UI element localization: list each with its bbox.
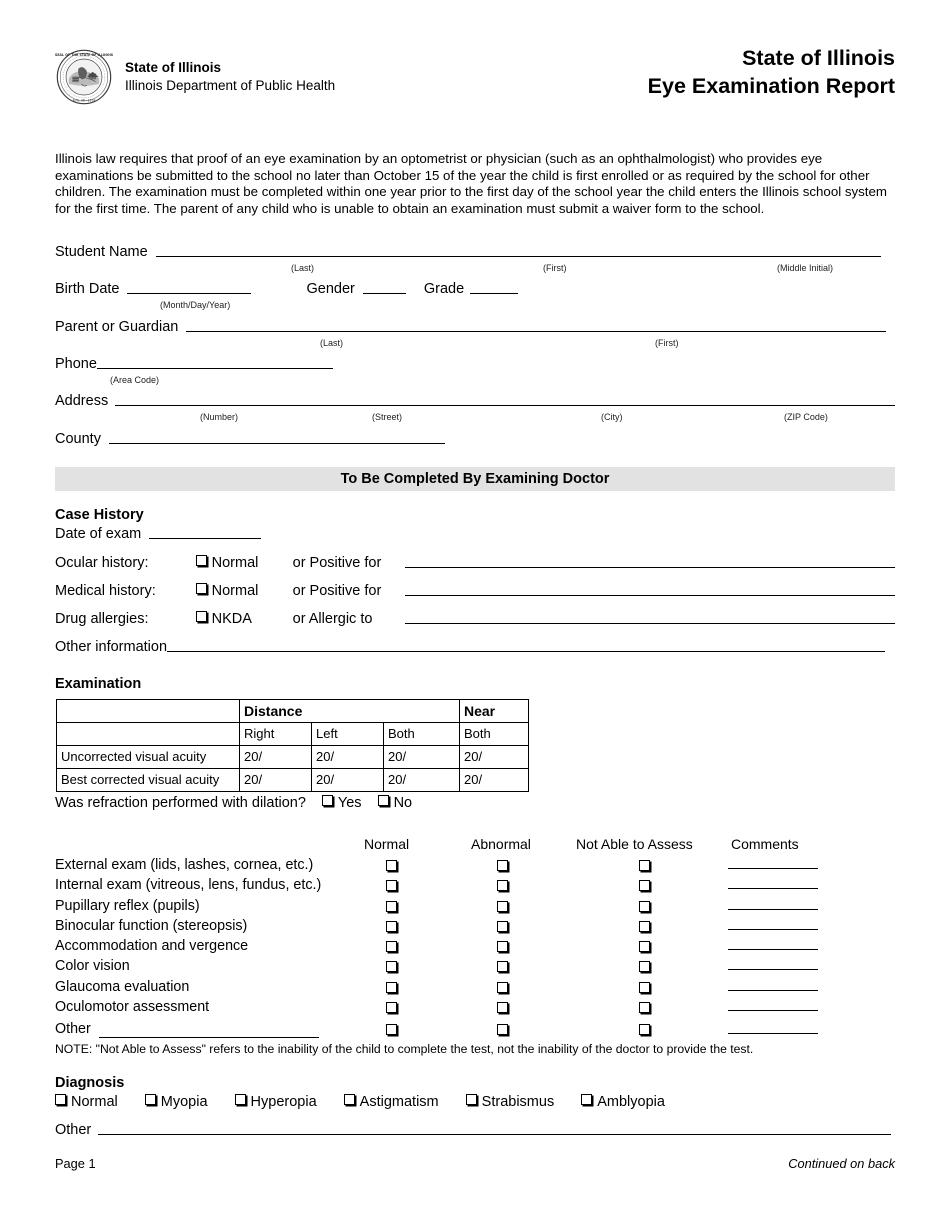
not-able-to-assess-checkbox[interactable] bbox=[639, 1024, 650, 1040]
checklist-label: Oculomotor assessment bbox=[55, 999, 210, 1016]
checkbox-icon bbox=[639, 880, 650, 891]
birth-date-input[interactable] bbox=[127, 293, 251, 294]
checkbox-icon bbox=[344, 1094, 355, 1105]
refraction-no-checkbox[interactable] bbox=[378, 795, 413, 811]
checklist-label: Pupillary reflex (pupils) bbox=[55, 897, 200, 914]
diagnosis-other-row bbox=[55, 1122, 891, 1138]
ocular-history-row bbox=[55, 555, 895, 571]
checklist-other-input[interactable] bbox=[99, 1037, 319, 1038]
checkbox-icon bbox=[196, 555, 207, 566]
best-corrected-visual-acuity-label: Best corrected visual acuity bbox=[57, 769, 240, 792]
sub-header-both-near: Both bbox=[460, 723, 529, 746]
not-able-to-assess-checkbox[interactable] bbox=[639, 982, 650, 998]
checkbox-icon bbox=[639, 860, 650, 871]
examining-doctor-banner: To Be Completed By Examining Doctor bbox=[55, 467, 895, 491]
checklist-label: Color vision bbox=[55, 958, 130, 975]
checklist-row-glaucoma-evaluation bbox=[55, 978, 895, 998]
checkbox-icon bbox=[386, 941, 397, 952]
checkbox-icon bbox=[497, 961, 508, 972]
checkbox-icon bbox=[639, 961, 650, 972]
sub-header-right: Right bbox=[240, 723, 312, 746]
drug-allergies-or-label: or Allergic to bbox=[292, 611, 373, 627]
checkbox-icon bbox=[497, 860, 508, 871]
uncorrected-right-cell[interactable]: 20/ bbox=[240, 746, 312, 769]
abnormal-checkbox[interactable] bbox=[497, 1024, 508, 1040]
drug-allergies-nkda-label: NKDA bbox=[211, 611, 252, 627]
address-row bbox=[55, 393, 895, 409]
svg-text:SEAL OF THE STATE OF ILLINOIS: SEAL OF THE STATE OF ILLINOIS bbox=[55, 53, 113, 58]
drug-allergies-nkda-checkbox[interactable] bbox=[196, 611, 293, 627]
checkbox-icon bbox=[639, 1024, 650, 1035]
refraction-yes-label: Yes bbox=[337, 795, 362, 811]
uncorrected-both-cell[interactable]: 20/ bbox=[384, 746, 460, 769]
not-able-to-assess-checkbox[interactable] bbox=[639, 860, 650, 876]
date-of-exam-input[interactable] bbox=[149, 538, 261, 539]
caption-number: (Number) bbox=[200, 412, 239, 422]
refraction-yes-checkbox[interactable] bbox=[322, 795, 362, 811]
checklist-label: Binocular function (stereopsis) bbox=[55, 917, 248, 934]
medical-history-or-label: or Positive for bbox=[292, 583, 382, 599]
checklist-row-other bbox=[55, 1018, 895, 1042]
address-input[interactable] bbox=[115, 405, 895, 406]
agency-department: Illinois Department of Public Health bbox=[125, 78, 336, 93]
date-of-exam-label: Date of exam bbox=[55, 526, 142, 542]
drug-allergies-row bbox=[55, 611, 895, 627]
checkbox-icon bbox=[386, 901, 397, 912]
birth-date-label: Birth Date bbox=[55, 281, 120, 297]
checkbox-icon bbox=[497, 880, 508, 891]
ocular-history-normal-label: Normal bbox=[211, 555, 259, 571]
normal-checkbox[interactable] bbox=[386, 961, 397, 977]
normal-checkbox[interactable] bbox=[386, 860, 397, 876]
refraction-question-row bbox=[55, 795, 412, 811]
checklist-label: Accommodation and vergence bbox=[55, 938, 249, 955]
county-label: County bbox=[55, 431, 101, 447]
birth-date-row bbox=[55, 281, 518, 297]
column-header-normal: Normal bbox=[364, 836, 410, 852]
checkbox-icon bbox=[386, 961, 397, 972]
phone-row bbox=[55, 356, 333, 372]
caption-parent-last: (Last) bbox=[320, 338, 344, 348]
not-able-to-assess-checkbox[interactable] bbox=[639, 921, 650, 937]
abnormal-checkbox[interactable] bbox=[497, 941, 508, 957]
checkbox-icon bbox=[55, 1094, 66, 1105]
checkbox-icon bbox=[378, 795, 389, 806]
column-header-abnormal: Abnormal bbox=[471, 836, 531, 852]
page-title-line-2: Eye Examination Report bbox=[647, 74, 895, 99]
checkbox-icon bbox=[639, 1002, 650, 1013]
not-able-to-assess-checkbox[interactable] bbox=[639, 961, 650, 977]
best-corrected-both-cell[interactable]: 20/ bbox=[384, 769, 460, 792]
other-information-input[interactable] bbox=[167, 651, 885, 652]
medical-history-label: Medical history: bbox=[55, 583, 156, 599]
checkbox-icon bbox=[497, 982, 508, 993]
not-able-to-assess-checkbox[interactable] bbox=[639, 1002, 650, 1018]
checklist-row-accommodation-vergence bbox=[55, 937, 895, 957]
diagnosis-title: Diagnosis bbox=[55, 1075, 125, 1091]
checklist-other-label: Other bbox=[55, 1021, 91, 1038]
diagnosis-option-label: Normal bbox=[71, 1094, 118, 1110]
agency-name: State of Illinois bbox=[125, 60, 222, 76]
group-header-distance: Distance bbox=[240, 700, 460, 723]
examination-title: Examination bbox=[55, 676, 142, 692]
diagnosis-other-input[interactable] bbox=[98, 1134, 891, 1135]
checkbox-icon bbox=[497, 921, 508, 932]
caption-city: (City) bbox=[601, 412, 623, 422]
checkbox-icon bbox=[386, 921, 397, 932]
best-corrected-left-cell[interactable]: 20/ bbox=[312, 769, 384, 792]
other-information-label: Other information bbox=[55, 639, 168, 655]
normal-checkbox[interactable] bbox=[386, 1024, 397, 1040]
checkbox-icon bbox=[639, 982, 650, 993]
uncorrected-visual-acuity-label: Uncorrected visual acuity bbox=[57, 746, 240, 769]
checkbox-icon bbox=[322, 795, 333, 806]
parent-guardian-input[interactable] bbox=[186, 331, 886, 332]
best-corrected-right-cell[interactable]: 20/ bbox=[240, 769, 312, 792]
ocular-history-input[interactable] bbox=[405, 567, 895, 568]
column-header-not-able-to-assess: Not Able to Assess bbox=[576, 836, 693, 852]
parent-guardian-label: Parent or Guardian bbox=[55, 319, 179, 335]
sub-header-blank bbox=[57, 723, 240, 746]
abnormal-checkbox[interactable] bbox=[497, 961, 508, 977]
checklist-label: External exam (lids, lashes, cornea, etc.) bbox=[55, 857, 314, 873]
grade-label: Grade bbox=[423, 281, 465, 297]
page-number: Page 1 bbox=[55, 1156, 96, 1171]
caption-month-day-year: (Month/Day/Year) bbox=[160, 300, 231, 310]
ocular-history-normal-checkbox[interactable] bbox=[196, 555, 293, 571]
checkbox-icon bbox=[497, 941, 508, 952]
other-information-row bbox=[55, 639, 885, 655]
normal-checkbox[interactable] bbox=[386, 1002, 397, 1018]
checkbox-icon bbox=[386, 982, 397, 993]
checkbox-icon bbox=[235, 1094, 246, 1105]
column-header-comments: Comments bbox=[731, 836, 799, 852]
svg-text:AUG. 26 · 1818: AUG. 26 · 1818 bbox=[72, 98, 96, 103]
checkbox-icon bbox=[386, 1002, 397, 1013]
medical-history-input[interactable] bbox=[405, 595, 895, 596]
uncorrected-near-cell[interactable]: 20/ bbox=[460, 746, 529, 769]
comments-input[interactable] bbox=[728, 888, 818, 889]
sub-header-left: Left bbox=[312, 723, 384, 746]
table-group-header-row bbox=[57, 700, 529, 723]
not-able-to-assess-note: NOTE: "Not Able to Assess" refers to the inability of the child to complete the test, not the inability of the doctor to provide the test. bbox=[55, 1042, 754, 1056]
page-header bbox=[55, 48, 895, 120]
drug-allergies-label: Drug allergies: bbox=[55, 611, 149, 627]
group-header-near: Near bbox=[460, 700, 529, 723]
normal-checkbox[interactable] bbox=[386, 901, 397, 917]
caption-area-code: (Area Code) bbox=[110, 375, 160, 385]
sub-header-both-distance: Both bbox=[384, 723, 460, 746]
diagnosis-option-label: Hyperopia bbox=[250, 1094, 317, 1110]
intro-paragraph: Illinois law requires that proof of an eye examination by an optometrist or physician (such as an ophthalmologist) who provides eye examinations be submitted to the school no later than October 15 of the year the child is first enrolled or as required by the school for other children. The examination must be completed within one year prior to the first day of the school year the child enters the Illinois school system for the first time. The parent of any child who is unable to obtain an examination must submit a waiver form to the school. bbox=[55, 151, 887, 217]
abnormal-checkbox[interactable] bbox=[497, 860, 508, 876]
student-name-input[interactable] bbox=[156, 256, 881, 257]
date-of-exam-row bbox=[55, 526, 261, 542]
student-name-row bbox=[55, 244, 881, 260]
page-title-line-1: State of Illinois bbox=[742, 46, 895, 70]
ocular-history-or-label: or Positive for bbox=[292, 555, 382, 571]
diagnosis-hyperopia-checkbox[interactable] bbox=[235, 1094, 317, 1110]
checkbox-icon bbox=[497, 1002, 508, 1013]
checklist-row-oculomotor-assessment bbox=[55, 998, 895, 1018]
checkbox-icon bbox=[196, 611, 207, 622]
diagnosis-options bbox=[55, 1094, 665, 1110]
checkbox-icon bbox=[581, 1094, 592, 1105]
abnormal-checkbox[interactable] bbox=[497, 880, 508, 896]
medical-history-normal-label: Normal bbox=[211, 583, 259, 599]
checkbox-icon bbox=[145, 1094, 156, 1105]
checklist-row-color-vision bbox=[55, 957, 895, 977]
exam-findings-checklist bbox=[55, 836, 895, 1042]
county-input[interactable] bbox=[109, 443, 445, 444]
not-able-to-assess-checkbox[interactable] bbox=[639, 941, 650, 957]
diagnosis-amblyopia-checkbox[interactable] bbox=[581, 1094, 665, 1110]
table-sub-header-row bbox=[57, 723, 529, 746]
medical-history-normal-checkbox[interactable] bbox=[196, 583, 293, 599]
diagnosis-normal-checkbox[interactable] bbox=[55, 1094, 118, 1110]
page-title bbox=[648, 44, 895, 101]
abnormal-checkbox[interactable] bbox=[497, 921, 508, 937]
gender-label: Gender bbox=[306, 281, 355, 297]
comments-input[interactable] bbox=[728, 949, 818, 950]
normal-checkbox[interactable] bbox=[386, 941, 397, 957]
not-able-to-assess-checkbox[interactable] bbox=[639, 880, 650, 896]
diagnosis-myopia-checkbox[interactable] bbox=[145, 1094, 208, 1110]
caption-first-name: (First) bbox=[543, 263, 567, 273]
address-label: Address bbox=[55, 393, 109, 409]
grade-input[interactable] bbox=[470, 293, 518, 294]
illinois-state-seal-icon bbox=[55, 48, 113, 106]
checkbox-icon bbox=[386, 1024, 397, 1035]
checklist-label: Glaucoma evaluation bbox=[55, 978, 190, 995]
checkbox-icon bbox=[466, 1094, 477, 1105]
checkbox-icon bbox=[639, 921, 650, 932]
visual-acuity-table bbox=[56, 699, 529, 792]
caption-street: (Street) bbox=[372, 412, 403, 422]
checklist-label: Internal exam (vitreous, lens, fundus, etc.) bbox=[55, 877, 322, 894]
diagnosis-option-label: Amblyopia bbox=[597, 1094, 665, 1110]
comments-input[interactable] bbox=[728, 929, 818, 930]
checkbox-icon bbox=[196, 583, 207, 594]
caption-zip-code: (ZIP Code) bbox=[784, 412, 828, 422]
comments-input[interactable] bbox=[728, 868, 818, 869]
checklist-row-external-exam bbox=[55, 856, 895, 876]
comments-input[interactable] bbox=[728, 1010, 818, 1011]
normal-checkbox[interactable] bbox=[386, 982, 397, 998]
checklist-row-internal-exam bbox=[55, 876, 895, 896]
diagnosis-strabismus-checkbox[interactable] bbox=[466, 1094, 555, 1110]
caption-parent-first: (First) bbox=[655, 338, 679, 348]
case-history-title: Case History bbox=[55, 507, 144, 523]
not-able-to-assess-checkbox[interactable] bbox=[639, 901, 650, 917]
best-corrected-near-cell[interactable]: 20/ bbox=[460, 769, 529, 792]
agency-identity bbox=[55, 48, 335, 106]
county-row bbox=[55, 431, 445, 447]
checkbox-icon bbox=[386, 880, 397, 891]
caption-last-name: (Last) bbox=[291, 263, 315, 273]
comments-input[interactable] bbox=[728, 990, 818, 991]
gender-input[interactable] bbox=[363, 293, 406, 294]
comments-input[interactable] bbox=[728, 909, 818, 910]
table-row bbox=[57, 746, 529, 769]
comments-input[interactable] bbox=[728, 1033, 818, 1034]
comments-input[interactable] bbox=[728, 969, 818, 970]
uncorrected-left-cell[interactable]: 20/ bbox=[312, 746, 384, 769]
group-header-blank bbox=[57, 700, 240, 723]
diagnosis-astigmatism-checkbox[interactable] bbox=[344, 1094, 439, 1110]
diagnosis-option-label: Astigmatism bbox=[359, 1094, 439, 1110]
checkbox-icon bbox=[497, 1024, 508, 1035]
checklist-row-binocular-function bbox=[55, 917, 895, 937]
checklist-row-pupillary-reflex bbox=[55, 897, 895, 917]
abnormal-checkbox[interactable] bbox=[497, 982, 508, 998]
parent-guardian-row bbox=[55, 319, 886, 335]
diagnosis-option-label: Strabismus bbox=[481, 1094, 555, 1110]
diagnosis-other-label: Other bbox=[55, 1122, 92, 1138]
caption-middle-initial: (Middle Initial) bbox=[777, 263, 834, 273]
normal-checkbox[interactable] bbox=[386, 921, 397, 937]
checkbox-icon bbox=[639, 901, 650, 912]
diagnosis-option-label: Myopia bbox=[160, 1094, 208, 1110]
medical-history-row bbox=[55, 583, 895, 599]
refraction-no-label: No bbox=[393, 795, 413, 811]
drug-allergies-input[interactable] bbox=[405, 623, 895, 624]
checklist-header-row bbox=[55, 836, 895, 856]
phone-label: Phone bbox=[55, 356, 97, 372]
refraction-question-label: Was refraction performed with dilation? bbox=[55, 795, 306, 811]
checkbox-icon bbox=[639, 941, 650, 952]
table-row bbox=[57, 769, 529, 792]
ocular-history-label: Ocular history: bbox=[55, 555, 149, 571]
student-name-label: Student Name bbox=[55, 244, 148, 260]
continued-on-back-label: Continued on back bbox=[788, 1156, 895, 1171]
phone-input[interactable] bbox=[97, 368, 333, 369]
normal-checkbox[interactable] bbox=[386, 880, 397, 896]
abnormal-checkbox[interactable] bbox=[497, 901, 508, 917]
checkbox-icon bbox=[497, 901, 508, 912]
checkbox-icon bbox=[386, 860, 397, 871]
abnormal-checkbox[interactable] bbox=[497, 1002, 508, 1018]
